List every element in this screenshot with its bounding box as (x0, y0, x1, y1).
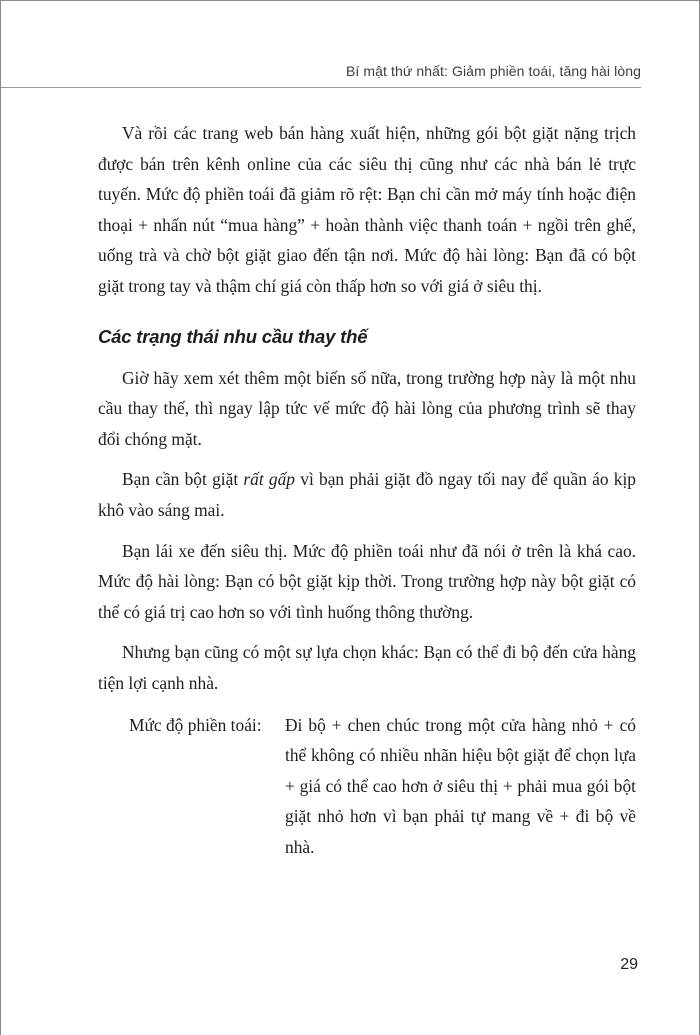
section-paragraph-4: Nhưng bạn cũng có một sự lựa chọn khác: Bạn có thể đi bộ đến cửa hàng tiện lợi cạnh nhà. (98, 642, 636, 693)
emphasis-text: rất gấp (243, 469, 296, 490)
page-number: 29 (620, 956, 638, 973)
paragraph-text: Bạn cần bột giặt (122, 469, 244, 490)
header-rule (1, 87, 641, 88)
section-heading: Các trạng thái nhu cầu thay thế (98, 325, 368, 347)
section-paragraph-1: Giờ hãy xem xét thêm một biến số nữa, trong trường hợp này là một nhu cầu thay thế, thì ngay lập tức vế mức độ hài lòng của phương trình sẽ thay đổi chóng mặt. (98, 367, 636, 449)
page-body (98, 118, 636, 862)
definition-term: Mức độ phiền toái: (129, 714, 262, 735)
section-paragraph-2 (98, 464, 636, 525)
section-paragraph-3: Bạn lái xe đến siêu thị. Mức độ phiền toái như đã nói ở trên là khá cao. Mức độ hài lòng: Bạn có bột giặt kịp thời. Trong trường hợp này bột giặt có thể có giá trị cao hơn so với tình huống thông thường. (98, 540, 636, 622)
intro-paragraph: Và rồi các trang web bán hàng xuất hiện, những gói bột giặt nặng trịch được bán trên kênh online của các siêu thị cũng như các nhà bán lẻ trực tuyến. Mức độ phiền toái đã giảm rõ rệt: Bạn chỉ cần mở máy tính hoặc điện thoại + nhấn nút “mua hàng” + hoàn thành việc thanh toán + ngồi trên ghế, uống trà và chờ bột giặt giao đến tận nơi. Mức độ hài lòng: Bạn đã có bột giặt trong tay và thậm chí giá còn thấp hơn so với giá ở siêu thị. (98, 123, 636, 296)
running-header: Bí mật thứ nhất: Giảm phiền toái, tăng hài lòng (345, 63, 641, 79)
definition-description: Đi bộ + chen chúc trong một cửa hàng nhỏ + có thể không có nhiều nhãn hiệu bột giặt để chọn lựa + giá có thể cao hơn ở siêu thị + phải mua gói bột giặt nhỏ hơn vì bạn phải tự mang về + đi bộ về nhà. (285, 714, 636, 857)
paragraph-text: vì bạn phải giặt đồ ngay tối nay để quần áo kịp khô vào sáng mai. (98, 469, 636, 520)
definition-row (98, 710, 636, 863)
